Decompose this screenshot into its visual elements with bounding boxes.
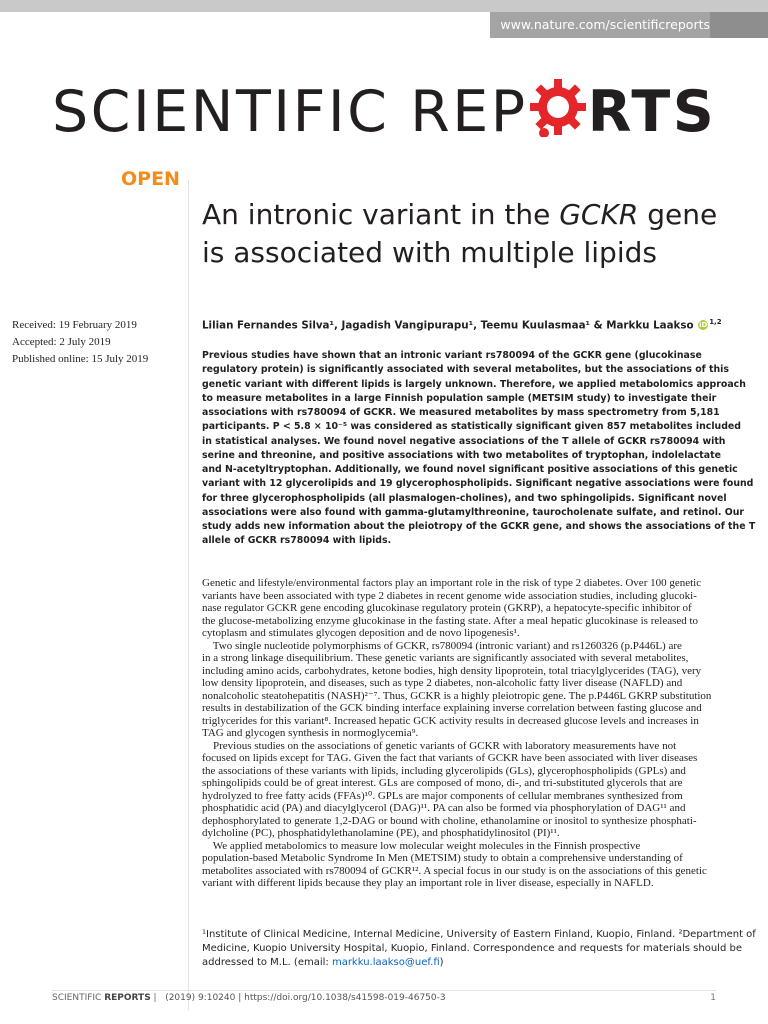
- body-line: sphingolipids could be of great interest. GLs are composed of mono, di-, and tri-substituted glycerols that are: [202, 777, 683, 789]
- footer-divider: [52, 990, 716, 991]
- body-line: nonalcoholic steatohepatitis (NASH)²⁻⁷. Thus, GCKR is a highly pleiotropic gene. The p.P446L GKRP substitution: [202, 689, 712, 702]
- body-line: in a strong linkage disequilibrium. These genetic variants are significantly associated with several metabolites,: [202, 652, 689, 664]
- body-line: triglycerides for this variant⁸. Increased hepatic GCK activity results in decreased glucose levels and increases in: [202, 714, 699, 727]
- body-line: including amino acids, carbohydrates, ketone bodies, high density lipoprotein, total triacylglycerides (TAG), very: [202, 664, 702, 677]
- footer-journal-brand: [52, 993, 157, 1003]
- body-line: the associations of these variants with lipids, including glycerolipids (GLs), glycerophospholipids (GPLs) and: [202, 764, 686, 777]
- body-line: population-based Metabolic Syndrome In Men (METSIM) study to obtain a comprehensive understanding of: [202, 852, 683, 864]
- footer-brand-thin: SCIENTIFIC: [52, 993, 105, 1003]
- abstract-line: regulatory protein) is significantly associated with several metabolites, but the associations of this: [202, 364, 729, 376]
- footer-separator: |: [150, 993, 157, 1003]
- body-line: focused on lipids except for TAG. Given the fact that variants of GCKR have been associated with liver diseases: [202, 752, 698, 764]
- author-list: [202, 318, 722, 331]
- title-part-1: An intronic variant in the: [202, 198, 560, 231]
- article-body: [202, 577, 718, 890]
- footer-citation[interactable]: (2019) 9:10240 | https://doi.org/10.1038/s41598-019-46750-3: [165, 993, 446, 1003]
- abstract-line: Previous studies have shown that an intronic variant rs780094 of the GCKR gene (glucokinase: [202, 350, 702, 361]
- footnote-text: addressed to M.L. (email:: [202, 957, 332, 968]
- footnote-line: ¹Institute of Clinical Medicine, Internal Medicine, University of Eastern Finland, Kuopio, Finland. ²Department of: [202, 929, 756, 940]
- body-line: variants have been associated with type 2 diabetes in recent genome wide association studies, including glucoki-: [202, 589, 697, 602]
- title-part-2: gene is associated with multiple lipids: [202, 198, 718, 269]
- body-line: We applied metabolomics to measure low molecular weight molecules in the Finnish prospective: [202, 839, 641, 852]
- footnote-close: ): [439, 957, 444, 968]
- masthead-thin-text: SCIENTIFIC REP: [52, 79, 528, 145]
- title-gene-name: GCKR: [559, 198, 639, 231]
- abstract-line: associations were also found with gamma-glutamylthreonine, taurocholenate sulfate, and retinol. Our: [202, 506, 745, 518]
- body-line: phosphatidic acid (PA) and diacylglycerol (DAG)¹¹. PA can also be formed via phosphorylation of DAG¹¹ and: [202, 802, 686, 814]
- body-line: low density lipoprotein, and diseases, such as type 2 diabetes, non-alcoholic fatty liver disease (NAFLD) and: [202, 677, 683, 689]
- gear-logo-icon: [528, 77, 588, 137]
- masthead-bold-text: RTS: [587, 79, 717, 145]
- email-link[interactable]: markku.laakso@uef.fi: [331, 957, 440, 968]
- journal-masthead: [52, 72, 716, 152]
- abstract: [202, 349, 756, 549]
- page-number: 1: [710, 993, 716, 1003]
- body-line: variant with different lipids because they play an important role in liver disease, especially in NAFLD.: [202, 877, 654, 889]
- body-line: Genetic and lifestyle/environmental factors play an important role in the risk of type 2 diabetes. Over 100 genetic: [202, 577, 702, 589]
- article-dates: [12, 317, 148, 368]
- abstract-line: participants. P < 5.8 × 10⁻⁵ was considered as statistically significant given 857 metabolites included: [202, 421, 741, 433]
- abstract-line: serine and threonine, and positive associations with two metabolites of tryptophan, indolelactate: [202, 449, 721, 461]
- abstract-line: variant with 12 glycerolipids and 19 glycerophospholipids. Significant negative associations were found: [202, 478, 754, 490]
- url-tab-accent: [710, 12, 768, 38]
- column-divider: [188, 180, 189, 1010]
- journal-url[interactable]: www.nature.com/scientificreports: [490, 12, 768, 38]
- footer-brand-bold: REPORTS: [104, 993, 151, 1003]
- body-line: Two single nucleotide polymorphisms of GCKR, rs780094 (intronic variant) and rs1260326 (p.P446L) are: [202, 639, 682, 652]
- body-line: the glucose-metabolizing enzyme glucokinase in the fasting state. After a meal hepatic glucokinase is released to: [202, 614, 699, 627]
- abstract-line: for three glycerophospholipids (all plasmalogen-cholines), and two sphingolipids. Significant novel: [202, 492, 727, 504]
- body-line: metabolites associated with rs780094 of GCKR¹². A special focus in our study is on the associations of this genetic: [202, 864, 707, 877]
- body-line: Previous studies on the associations of genetic variants of GCKR with laboratory measurements have not: [202, 739, 677, 752]
- author-names: Lilian Fernandes Silva¹, Jagadish Vangipurapu¹, Teemu Kuulasmaa¹ & Markku Laakso: [202, 319, 694, 332]
- abstract-line: in statistical analyses. We found novel negative associations of the T allele of GCKR rs780094 with: [202, 435, 726, 447]
- footnote-line: [202, 956, 718, 970]
- body-line: dephosphorylated to generate 1,2-DAG or bound with choline, ethanolamine or inositol to synthesize phosphati-: [202, 814, 697, 827]
- body-line: nase regulator GCKR gene encoding glucokinase regulatory protein (GKRP), a hepatocyte-specific inhibitor of: [202, 602, 692, 614]
- body-line: TAG and glycogen synthesis in normoglycemia⁹.: [202, 727, 419, 739]
- published-date: Published online: 15 July 2019: [12, 353, 149, 365]
- received-date: Received: 19 February 2019: [12, 319, 137, 331]
- body-line: dylcholine (PC), phosphatidylethanolamine (PE), and phosphatidylinositol (PI)¹¹.: [202, 827, 560, 839]
- abstract-line: allele of GCKR rs780094 with lipids.: [202, 535, 392, 547]
- author-affiliation-suffix: 1,2: [709, 318, 722, 326]
- page-footer: [52, 993, 716, 1003]
- abstract-line: study adds new information about the pleiotropy of the GCKR gene, and shows the associations of the T: [202, 521, 756, 532]
- abstract-line: associations with rs780094 of GCKR. We measured metabolites by mass spectrometry from 5,181: [202, 407, 720, 418]
- article-title: [202, 196, 722, 272]
- open-access-label: OPEN: [121, 168, 180, 190]
- abstract-line: and N-acetyltryptophan. Additionally, we found novel significant positive associations of this genetic: [202, 464, 738, 475]
- body-line: cytoplasm and stimulates glycogen deposition and de novo lipogenesis¹.: [202, 627, 520, 639]
- affiliation-footnote: [202, 928, 756, 970]
- footnote-line: Medicine, Kuopio University Hospital, Kuopio, Finland. Correspondence and requests for materials should be: [202, 943, 742, 954]
- body-line: hydrolyzed to free fatty acids (FFAs)¹⁰. GPLs are major components of cellular membranes synthesized from: [202, 789, 683, 802]
- body-line: results in destabilization of the GCK binding interface explaining inverse correlation between fasting glucose and: [202, 702, 702, 714]
- abstract-line: to measure metabolites in a large Finnish population sample (METSIM study) to investigate their: [202, 392, 717, 404]
- accepted-date: Accepted: 2 July 2019: [12, 336, 111, 348]
- orcid-icon[interactable]: iD: [699, 321, 708, 330]
- top-gray-bar: [0, 0, 768, 12]
- abstract-line: genetic variant with different lipids is largely unknown. Therefore, we applied metabolomics approach: [202, 378, 746, 390]
